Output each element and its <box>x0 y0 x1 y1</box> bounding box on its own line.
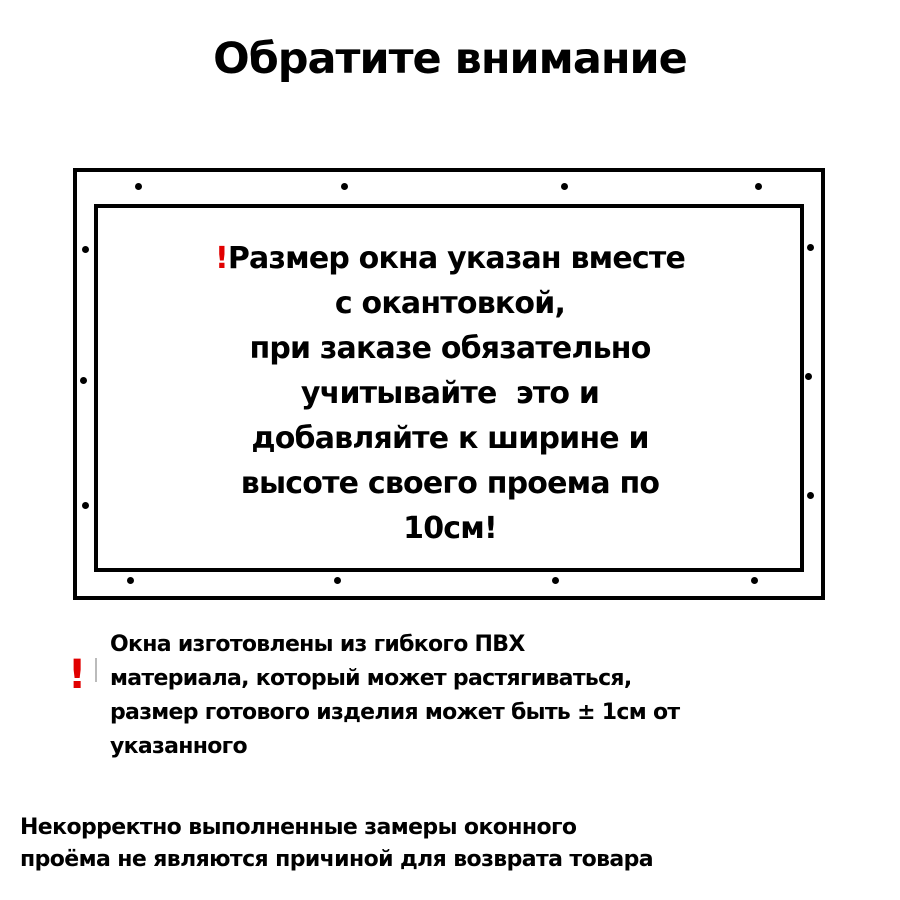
note-line-2: материала, который может растягиваться, <box>110 666 632 691</box>
sign-line-2: с окантовкой, <box>334 286 566 321</box>
grommet-icon <box>82 502 89 509</box>
grommet-icon <box>127 577 134 584</box>
note-line-3: размер готового изделия может быть ± 1см от <box>110 700 680 725</box>
grommet-icon <box>807 244 814 251</box>
sign-line-3: при заказе обязательно <box>249 331 651 366</box>
footer-line-2: проёма не являются причиной для возврата товара <box>20 847 654 872</box>
exclamation-icon: ! <box>214 241 228 276</box>
note-exclamation-icon: ! <box>68 652 87 698</box>
grommet-icon <box>561 183 568 190</box>
grommet-icon <box>341 183 348 190</box>
note-line-4: указанного <box>110 734 247 759</box>
grommet-icon <box>805 373 812 380</box>
grommet-icon <box>82 246 89 253</box>
material-note <box>110 628 890 764</box>
sign-message <box>110 236 790 551</box>
sign-line-4: учитывайте это и <box>300 376 600 411</box>
sign-line-1: !Размер окна указан вместе <box>214 241 686 276</box>
grommet-icon <box>751 577 758 584</box>
page-title: Обратите внимание <box>213 34 687 84</box>
grommet-icon <box>80 377 87 384</box>
sign-line-6: высоте своего проема по <box>240 466 660 501</box>
grommet-icon <box>755 183 762 190</box>
grommet-icon <box>807 492 814 499</box>
footer-line-1: Некорректно выполненные замеры оконного <box>20 815 577 840</box>
grommet-icon <box>552 577 559 584</box>
sign-line-5: добавляйте к ширине и <box>251 421 649 456</box>
return-policy-note <box>20 812 890 876</box>
sign-line-7: 10см! <box>403 511 497 546</box>
note-divider <box>95 658 97 682</box>
grommet-icon <box>135 183 142 190</box>
note-line-1: Окна изготовлены из гибкого ПВХ <box>110 632 525 657</box>
grommet-icon <box>334 577 341 584</box>
